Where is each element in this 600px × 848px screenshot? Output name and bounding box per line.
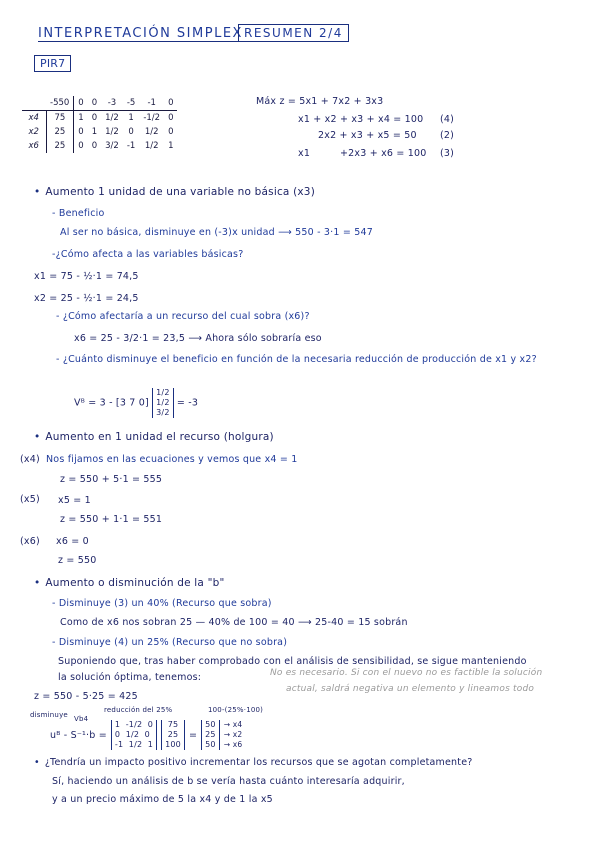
constraint-3-tag: (3) xyxy=(440,148,455,159)
text-line: -¿Cómo afecta a las variables básicas? xyxy=(52,249,244,260)
tableau-cell: 1 xyxy=(168,141,174,151)
vector-entry: 25 xyxy=(167,730,179,739)
tableau-cell: x4 xyxy=(22,111,46,126)
vector-entry: 50 xyxy=(205,720,216,729)
tableau-cell: x2 xyxy=(22,125,46,139)
tableau-cell: x6 xyxy=(22,139,46,153)
text-line: Sí, haciendo un análisis de b se vería hasta cuánto interesaría adquirir, xyxy=(52,776,405,787)
tableau-cell xyxy=(22,96,46,111)
vector-entry: 1/2 xyxy=(156,398,170,407)
b-vector xyxy=(161,720,185,750)
text-line: la solución óptima, tenemos: xyxy=(58,672,202,683)
tableau-row xyxy=(22,111,177,126)
tableau-cell: 0 xyxy=(88,96,101,111)
tableau-cell: 25 xyxy=(46,139,74,153)
constraint-2: 2x2 + x3 + x5 = 50 xyxy=(318,130,417,141)
vector-entry: 50 xyxy=(205,740,216,749)
tableau-cell: 25 xyxy=(46,125,74,139)
tableau-cell: 0 xyxy=(78,141,84,151)
math-line: z = 550 + 5·1 = 555 xyxy=(60,474,163,485)
pencil-note: No es necesario. Si con el nuevo no es factible la solución xyxy=(270,668,543,678)
math-line: z = 550 xyxy=(58,555,97,566)
matrix-entry: 1 xyxy=(147,740,154,749)
math-line: x2 = 25 - ½·1 = 24,5 xyxy=(34,293,139,304)
matrix-entry: -1 xyxy=(114,740,124,749)
text-line: - Disminuye (4) un 25% (Recurso que no sobra) xyxy=(52,637,288,648)
matrix-entry: 1 xyxy=(114,720,121,729)
vector-entry: 25 xyxy=(205,730,216,739)
tableau-cell: -3 xyxy=(101,96,123,111)
tableau-cell: -550 xyxy=(46,96,74,111)
result-label: → x4 xyxy=(223,720,243,729)
matrix-entry: 0 xyxy=(147,720,154,729)
case-label: (x6) xyxy=(20,536,40,547)
simplex-tableau xyxy=(22,96,177,153)
tableau-cell: 1/2 xyxy=(144,141,159,151)
text-line: y a un precio máximo de 5 la x4 y de 1 la x5 xyxy=(52,794,273,805)
result-vector xyxy=(201,720,220,750)
tableau-cell: -1 xyxy=(139,96,164,111)
case-label: (x5) xyxy=(20,494,40,505)
page-title: INTERPRETACIÓN SIMPLEX xyxy=(38,26,243,41)
vector-entry: 1/2 xyxy=(156,388,170,397)
annotation: Vb4 xyxy=(74,715,89,723)
vector-entry: 3/2 xyxy=(156,408,170,417)
vb-expression: Vᴮ = 3 - [3 7 0] xyxy=(74,397,149,409)
tableau-cell: -1/2 xyxy=(143,113,161,123)
tableau-cell: 0 xyxy=(74,96,88,111)
inverse-matrix xyxy=(111,720,157,750)
section-heading: • Aumento 1 unidad de una variable no básica (x3) xyxy=(34,186,315,198)
vector-entry: 100 xyxy=(165,740,181,749)
math-line: x6 = 25 - 3/2·1 = 23,5 ⟶ Ahora sólo sobraría eso xyxy=(74,333,322,344)
tableau-cell: -5 xyxy=(123,96,139,111)
matrix-entry: 0 xyxy=(144,730,150,739)
constraint-3: +2x3 + x6 = 100 xyxy=(340,148,427,159)
tableau-row xyxy=(22,139,177,153)
text-line: - ¿Cómo afectaría a un recurso del cual sobra (x6)? xyxy=(56,311,310,322)
pencil-note: actual, saldrá negativa un elemento y lineamos todo xyxy=(286,684,535,694)
tableau-cell: 75 xyxy=(46,111,74,126)
tableau-row xyxy=(22,125,177,139)
text-line: - ¿Cuánto disminuye el beneficio en función de la necesaria reducción de producción de x1 y x2? xyxy=(56,354,537,365)
math-line: x6 = 0 xyxy=(56,536,89,547)
tableau-cell: 1/2 xyxy=(105,113,119,123)
matrix-entry: 1/2 xyxy=(125,730,140,739)
case-label: (x4) xyxy=(20,454,40,465)
subheading: - Beneficio xyxy=(52,208,105,219)
tableau-cell: 0 xyxy=(128,127,134,137)
text-line: Suponiendo que, tras haber comprobado con el análisis de sensibilidad, se sigue manteniendo xyxy=(58,656,527,667)
text-line: Nos fijamos en las ecuaciones y vemos que x4 = 1 xyxy=(46,454,298,465)
tableau-cell: 0 xyxy=(78,127,84,137)
annotation: 100-(25%·100) xyxy=(208,706,264,714)
objective-function: Máx z = 5x1 + 7x2 + 3x3 xyxy=(256,96,384,107)
tableau-cell: 1/2 xyxy=(105,127,119,137)
constraint-1: x1 + x2 + x3 + x4 = 100 xyxy=(298,114,424,125)
annotation: reducción del 25% xyxy=(104,706,173,714)
annotation: disminuye xyxy=(30,711,68,719)
matrix-lhs: uᴮ - S⁻¹·b = xyxy=(50,729,107,741)
tableau-cell: 0 xyxy=(91,141,98,151)
resumen-badge: RESUMEN 2/4 xyxy=(238,24,349,42)
constraint-3-x1: x1 xyxy=(298,148,311,159)
column-vector xyxy=(152,388,173,418)
section-question: • ¿Tendría un impacto positivo incrementar los recursos que se agotan completamente? xyxy=(34,757,473,768)
tableau-cell: 3/2 xyxy=(105,141,119,151)
matrix-equation xyxy=(50,720,242,750)
tableau-cell: 0 xyxy=(168,127,174,137)
matrix-entry: -1/2 xyxy=(125,720,143,729)
text-line: Como de x6 nos sobran 25 — 40% de 100 = 40 ⟶ 25-40 = 15 sobrán xyxy=(60,617,408,628)
tableau-cell: 1 xyxy=(91,127,98,137)
math-line: z = 550 - 5·25 = 425 xyxy=(34,691,138,702)
section-heading: • Aumento o disminución de la "b" xyxy=(34,577,225,589)
constraint-2-tag: (2) xyxy=(440,130,455,141)
tableau-cell: 0 xyxy=(91,113,98,123)
tableau-cell: 1/2 xyxy=(144,127,159,137)
result-labels xyxy=(224,720,243,750)
math-line: x5 = 1 xyxy=(58,495,91,506)
math-line xyxy=(74,388,198,418)
tableau-cell: 1 xyxy=(128,113,134,123)
pir-tag: PIR7 xyxy=(34,55,71,72)
text-line: - Disminuye (3) un 40% (Recurso que sobra) xyxy=(52,598,272,609)
vector-entry: 75 xyxy=(167,720,179,729)
equals-sign: = xyxy=(188,729,198,741)
tableau-cell: 0 xyxy=(164,96,177,111)
result-label: → x2 xyxy=(223,730,243,739)
section-heading: • Aumento en 1 unidad el recurso (holgura) xyxy=(34,431,274,443)
matrix-entry: 0 xyxy=(114,730,121,739)
constraint-1-tag: (4) xyxy=(440,114,455,125)
math-line: z = 550 + 1·1 = 551 xyxy=(60,514,163,525)
result-label: → x6 xyxy=(223,740,243,749)
tableau-cell: 1 xyxy=(78,113,84,123)
vb-result: = -3 xyxy=(176,397,199,409)
math-line: x1 = 75 - ½·1 = 74,5 xyxy=(34,271,139,282)
matrix-entry: 1/2 xyxy=(128,740,143,749)
tableau-header-row xyxy=(22,96,177,111)
tableau-cell: -1 xyxy=(126,141,136,151)
tableau-cell: 0 xyxy=(168,113,174,123)
text-line: Al ser no básica, disminuye en (-3)x unidad ⟶ 550 - 3·1 = 547 xyxy=(60,227,373,238)
